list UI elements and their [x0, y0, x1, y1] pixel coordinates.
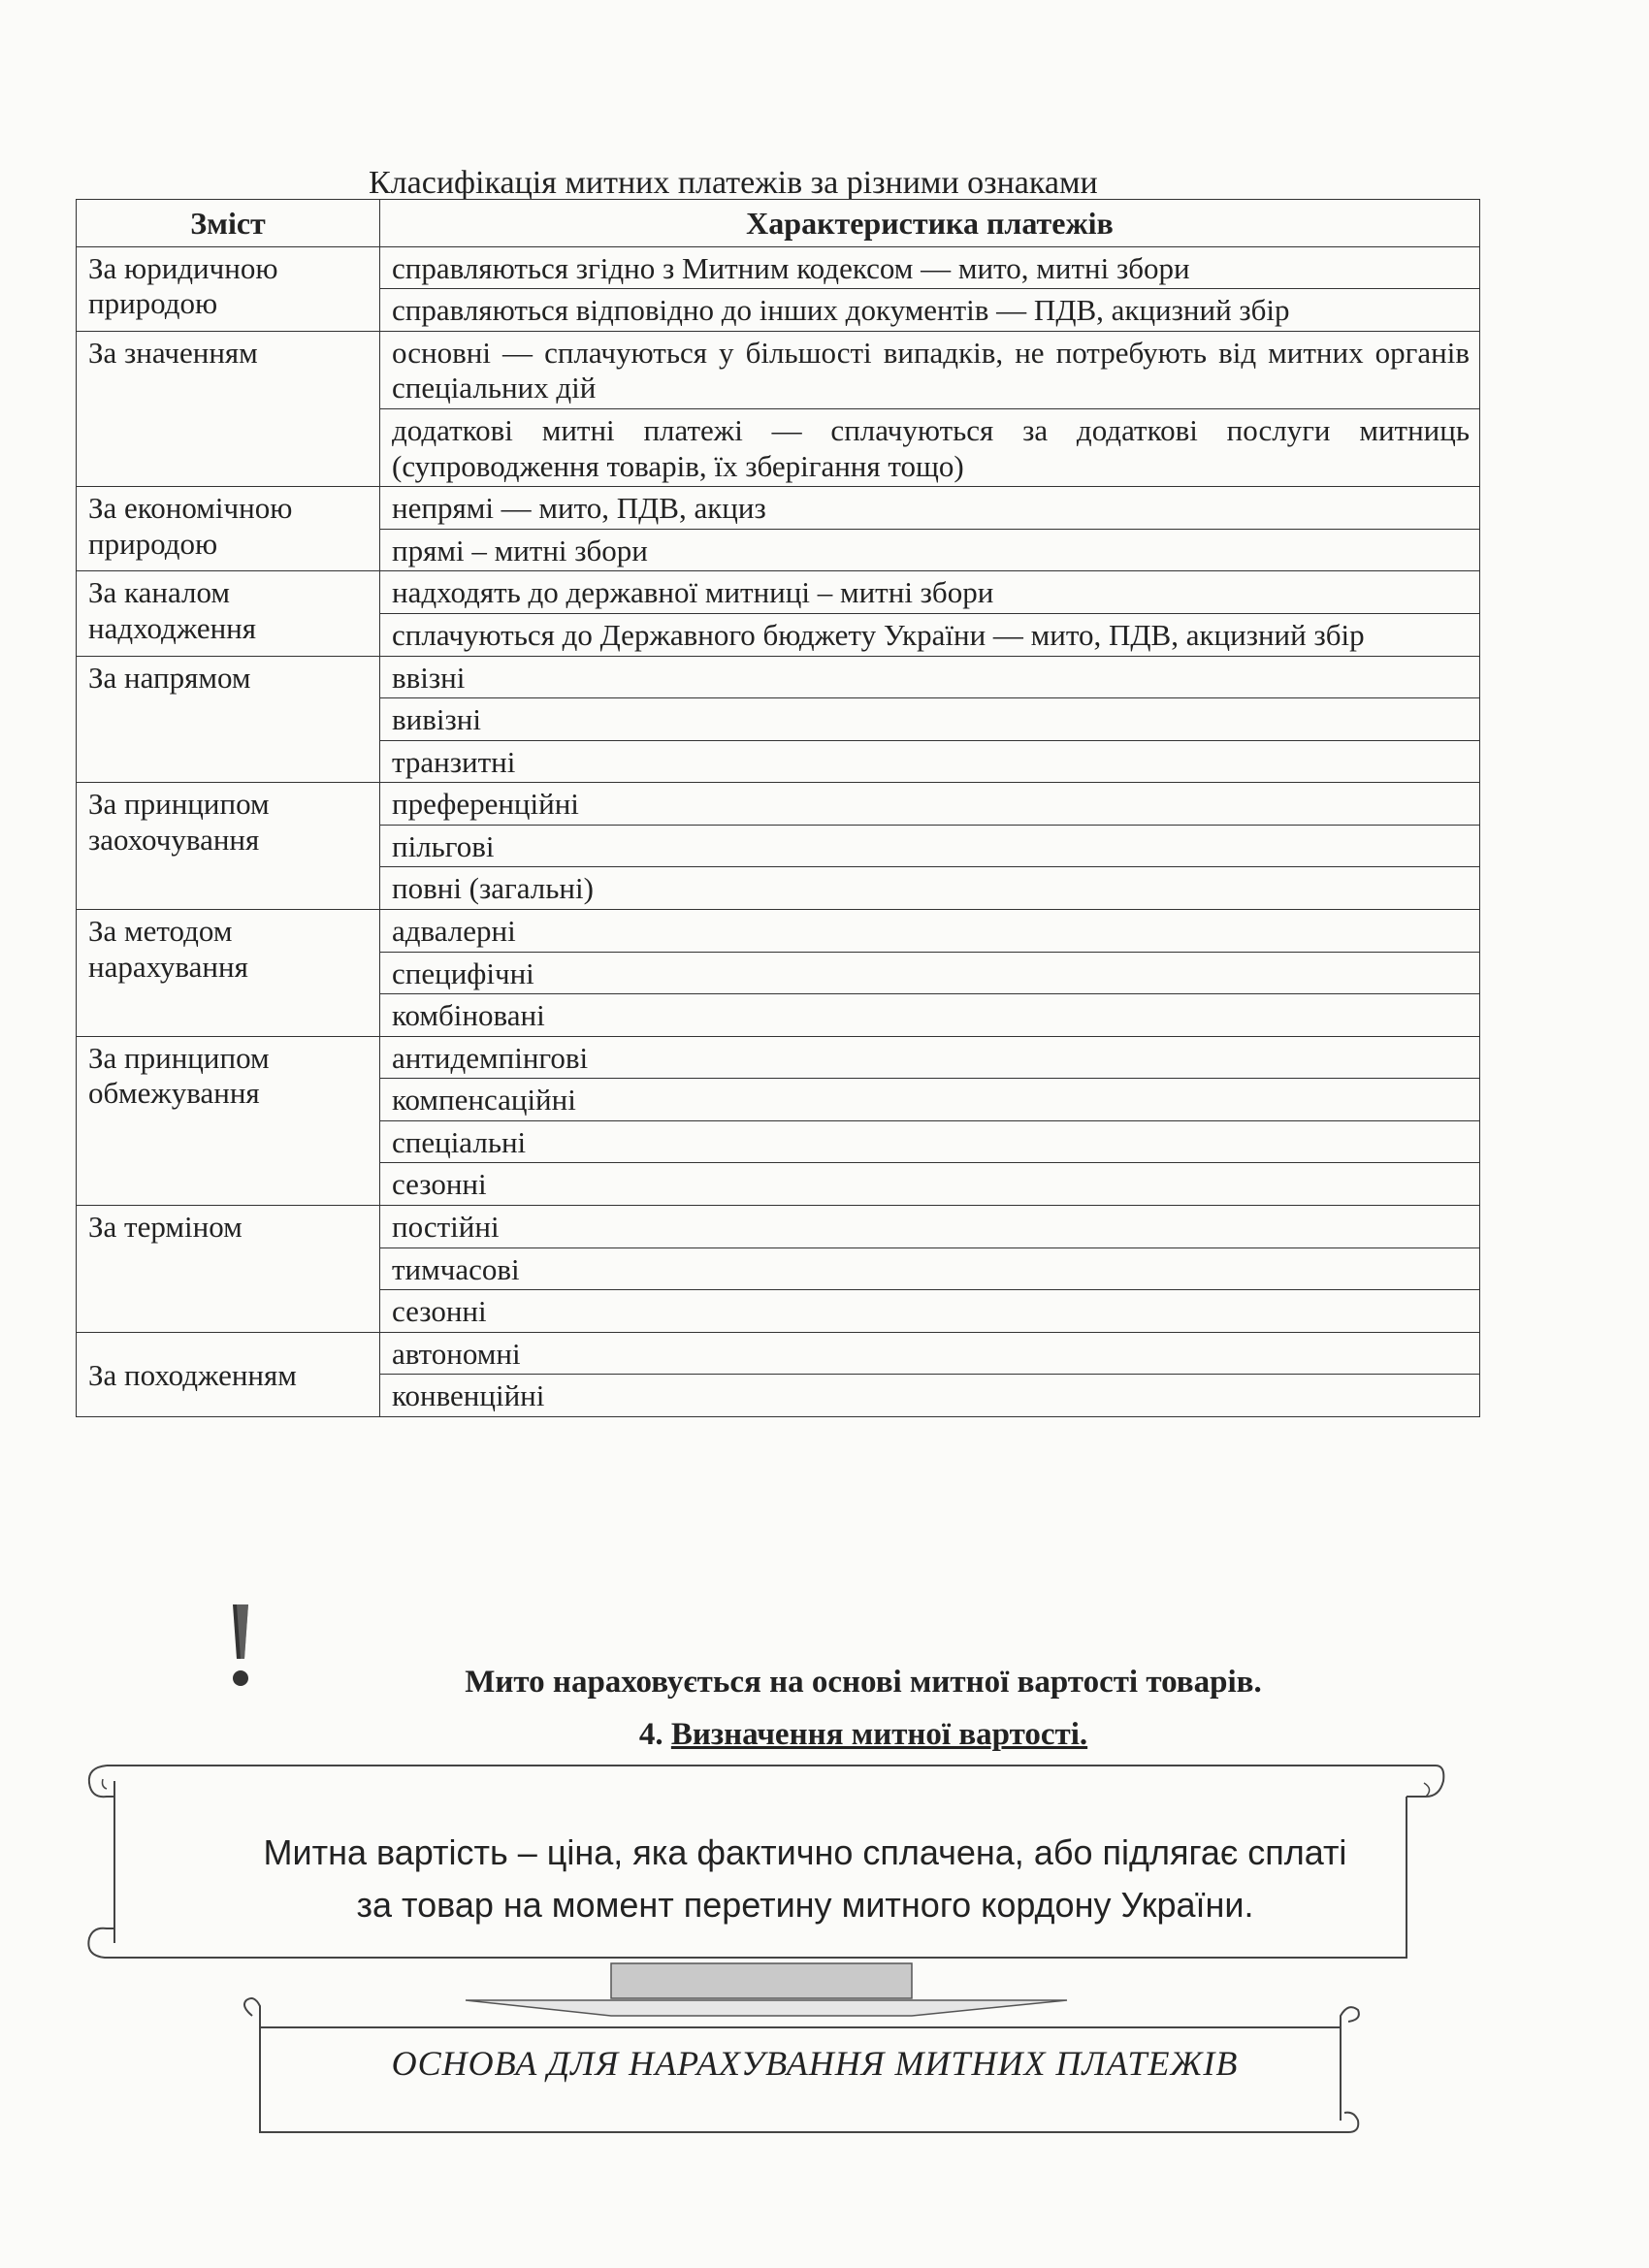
- characteristic-cell: вивізні: [380, 698, 1480, 741]
- basis-text: ОСНОВА ДЛЯ НАРАХУВАННЯ МИТНИХ ПЛАТЕЖІВ: [391, 2044, 1239, 2083]
- characteristic-cell: конвенційні: [380, 1375, 1480, 1417]
- table-row: [77, 1206, 1480, 1248]
- characteristic-cell: надходять до державної митниці – митні збори: [380, 571, 1480, 614]
- characteristic-cell: основні — сплачуються у більшості випадків, не потребують від митних органів спеціальних дій: [380, 331, 1480, 408]
- characteristic-cell: непрямі — мито, ПДВ, акциз: [380, 487, 1480, 530]
- category-cell: За каналом надходження: [77, 571, 380, 656]
- characteristic-cell: сезонні: [380, 1163, 1480, 1206]
- characteristic-cell: автономні: [380, 1332, 1480, 1375]
- table-row: [77, 1332, 1480, 1375]
- characteristic-cell: повні (загальні): [380, 867, 1480, 910]
- characteristic-cell: справляються згідно з Митним кодексом — мито, митні збори: [380, 246, 1480, 289]
- characteristic-cell: тимчасові: [380, 1247, 1480, 1290]
- definition-line-2: за товар на момент перетину митного кордону України.: [356, 1885, 1254, 1925]
- header-category: Зміст: [77, 200, 380, 247]
- table-row: [77, 783, 1480, 826]
- category-cell: За принципом обмежування: [77, 1036, 380, 1205]
- characteristic-cell: транзитні: [380, 740, 1480, 783]
- characteristic-cell: спеціальні: [380, 1120, 1480, 1163]
- characteristic-cell: преференційні: [380, 783, 1480, 826]
- table-row: [77, 1036, 1480, 1079]
- section-heading: [233, 1717, 1494, 1753]
- category-cell: За методом нарахування: [77, 910, 380, 1037]
- category-cell: За походженням: [77, 1332, 380, 1416]
- characteristic-cell: специфічні: [380, 952, 1480, 994]
- table-row: [77, 331, 1480, 408]
- header-characteristics: Характеристика платежів: [380, 200, 1480, 247]
- characteristic-cell: антидемпінгові: [380, 1036, 1480, 1079]
- characteristic-cell: ввізні: [380, 656, 1480, 698]
- table-body: [77, 246, 1480, 1416]
- table-header-row: [77, 200, 1480, 247]
- definition-text: [175, 1827, 1436, 1931]
- definition-line-1: Митна вартість – ціна, яка фактично сплачена, або підлягає сплаті: [263, 1832, 1347, 1872]
- category-cell: За напрямом: [77, 656, 380, 783]
- section-number: 4.: [638, 1717, 663, 1752]
- characteristic-cell: додаткові митні платежі — сплачуються за додаткові послуги митниць (супроводження товарів, їх зберігання тощо): [380, 409, 1480, 487]
- characteristic-cell: пільгові: [380, 825, 1480, 867]
- characteristic-cell: сезонні: [380, 1290, 1480, 1333]
- characteristic-cell: комбіновані: [380, 994, 1480, 1037]
- table-row: [77, 487, 1480, 530]
- note-text: Мито нараховується на основі митної вартості товарів.: [465, 1665, 1262, 1700]
- characteristic-cell: сплачуються до Державного бюджету України — мито, ПДВ, акцизний збір: [380, 613, 1480, 656]
- category-cell: За значенням: [77, 331, 380, 486]
- classification-table: [76, 199, 1480, 1417]
- table-caption: Класифікація митних платежів за різними ознаками: [369, 165, 1098, 201]
- characteristic-cell: прямі – митні збори: [380, 529, 1480, 571]
- characteristic-cell: компенсаційні: [380, 1079, 1480, 1121]
- category-cell: За економічною природою: [77, 487, 380, 571]
- characteristic-cell: адвалерні: [380, 910, 1480, 953]
- category-cell: За юридичною природою: [77, 246, 380, 331]
- table-row: [77, 910, 1480, 953]
- category-cell: За принципом заохочування: [77, 783, 380, 910]
- table-row: [77, 571, 1480, 614]
- section-title: Визначення митної вартості.: [670, 1717, 1088, 1752]
- category-cell: За терміном: [77, 1206, 380, 1333]
- table-row: [77, 656, 1480, 698]
- characteristic-cell: справляються відповідно до інших документів — ПДВ, акцизний збір: [380, 289, 1480, 332]
- characteristic-cell: постійні: [380, 1206, 1480, 1248]
- table-row: [77, 246, 1480, 289]
